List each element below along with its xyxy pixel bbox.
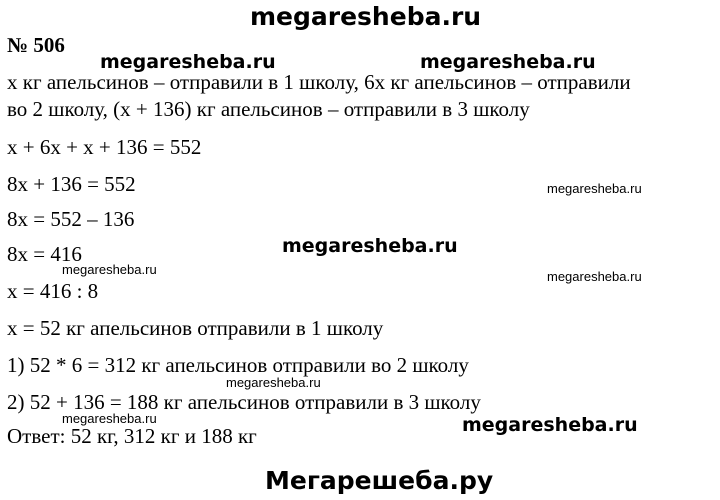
watermark-mid-center: megaresheba.ru	[282, 235, 458, 257]
footer-watermark: Мегарешеба.ру	[265, 466, 494, 495]
watermark-top-right: megaresheba.ru	[420, 51, 596, 73]
problem-number: № 506	[7, 33, 65, 57]
watermark-top-left: megaresheba.ru	[100, 51, 276, 73]
watermark-top: megaresheba.ru	[250, 2, 482, 31]
watermark-bottom-right: megaresheba.ru	[462, 414, 638, 436]
step-2: 2) 52 + 136 = 188 кг апельсинов отправили в 3 школу	[7, 390, 481, 414]
condition-line-2: во 2 школу, (x + 136) кг апельсинов – отправили в 3 школу	[7, 97, 530, 121]
equation-2: 8x + 136 = 552	[7, 172, 136, 196]
equation-3: 8x = 552 – 136	[7, 207, 135, 231]
step-1: 1) 52 * 6 = 312 кг апельсинов отправили во 2 школу	[7, 353, 469, 377]
watermark-center-small: megaresheba.ru	[226, 375, 321, 390]
equation-1: x + 6x + x + 136 = 552	[7, 135, 202, 159]
condition-line-1: x кг апельсинов – отправили в 1 школу, 6x кг апельсинов – отправили	[7, 70, 631, 94]
watermark-left-small: megaresheba.ru	[62, 262, 157, 277]
equation-4: 8x = 416	[7, 242, 82, 266]
equation-6: x = 52 кг апельсинов отправили в 1 школу	[7, 316, 384, 340]
answer: Ответ: 52 кг, 312 кг и 188 кг	[7, 424, 257, 448]
watermark-right-1: megaresheba.ru	[547, 181, 642, 196]
equation-5: x = 416 : 8	[7, 279, 99, 303]
watermark-right-2: megaresheba.ru	[547, 269, 642, 284]
watermark-left-small-2: megaresheba.ru	[62, 411, 157, 426]
